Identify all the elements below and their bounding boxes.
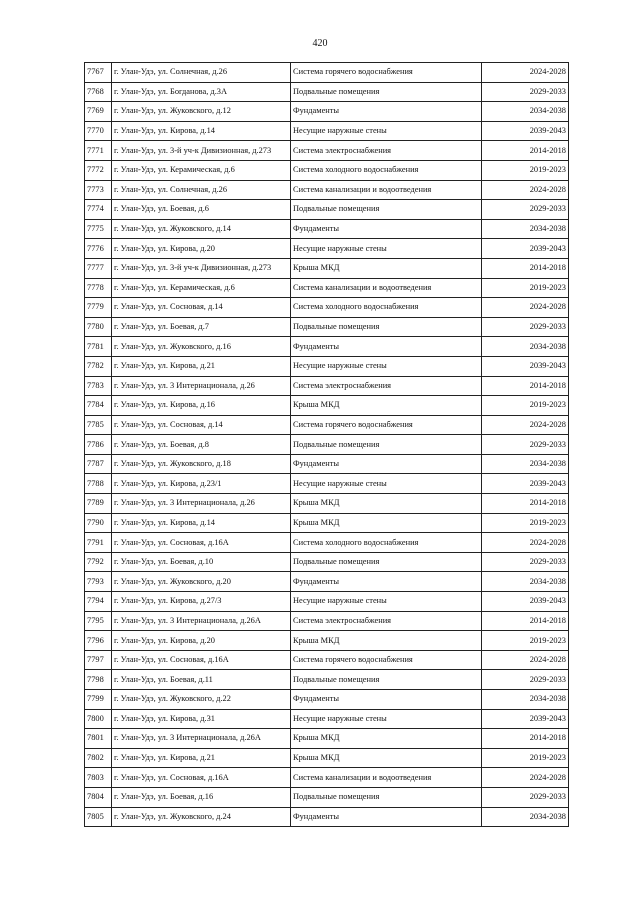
cell-repair-period: 2024-2028 <box>482 63 569 83</box>
table-row <box>85 337 569 357</box>
cell-repair-period: 2039-2043 <box>482 709 569 729</box>
cell-record-number: 7796 <box>85 631 112 651</box>
cell-address: г. Улан-Удэ, ул. Сосновая, д.14 <box>112 298 291 318</box>
cell-record-number: 7792 <box>85 552 112 572</box>
cell-building-system: Система канализации и водоотведения <box>291 180 482 200</box>
table-row <box>85 807 569 827</box>
cell-building-system: Система холодного водоснабжения <box>291 298 482 318</box>
cell-address: г. Улан-Удэ, ул. Кирова, д.14 <box>112 121 291 141</box>
table-body <box>85 63 569 827</box>
cell-record-number: 7798 <box>85 670 112 690</box>
table-row <box>85 278 569 298</box>
table-row <box>85 631 569 651</box>
cell-record-number: 7776 <box>85 239 112 259</box>
cell-repair-period: 2019-2023 <box>482 631 569 651</box>
cell-repair-period: 2014-2018 <box>482 611 569 631</box>
cell-address: г. Улан-Удэ, ул. Кирова, д.20 <box>112 631 291 651</box>
cell-building-system: Несущие наружные стены <box>291 592 482 612</box>
table-row <box>85 670 569 690</box>
cell-repair-period: 2034-2038 <box>482 690 569 710</box>
cell-building-system: Крыша МКД <box>291 396 482 416</box>
cell-record-number: 7803 <box>85 768 112 788</box>
table-row <box>85 748 569 768</box>
cell-building-system: Фундаменты <box>291 219 482 239</box>
cell-record-number: 7794 <box>85 592 112 612</box>
cell-address: г. Улан-Удэ, ул. Кирова, д.20 <box>112 239 291 259</box>
table-row <box>85 787 569 807</box>
cell-record-number: 7801 <box>85 729 112 749</box>
cell-repair-period: 2014-2018 <box>482 141 569 161</box>
cell-address: г. Улан-Удэ, ул. Сосновая, д.16А <box>112 650 291 670</box>
cell-building-system: Система горячего водоснабжения <box>291 650 482 670</box>
cell-address: г. Улан-Удэ, ул. Сосновая, д.16А <box>112 768 291 788</box>
table-row <box>85 533 569 553</box>
cell-address: г. Улан-Удэ, ул. 3 Интернационала, д.26 <box>112 376 291 396</box>
cell-building-system: Система канализации и водоотведения <box>291 278 482 298</box>
cell-record-number: 7804 <box>85 787 112 807</box>
cell-address: г. Улан-Удэ, ул. Кирова, д.23/1 <box>112 474 291 494</box>
cell-address: г. Улан-Удэ, ул. Боевая, д.8 <box>112 435 291 455</box>
cell-building-system: Фундаменты <box>291 690 482 710</box>
table-row <box>85 82 569 102</box>
cell-address: г. Улан-Удэ, ул. Керамическая, д.6 <box>112 278 291 298</box>
cell-address: г. Улан-Удэ, ул. Сосновая, д.16А <box>112 533 291 553</box>
cell-building-system: Фундаменты <box>291 572 482 592</box>
cell-building-system: Система горячего водоснабжения <box>291 63 482 83</box>
table-row <box>85 709 569 729</box>
cell-building-system: Крыша МКД <box>291 631 482 651</box>
table-row <box>85 160 569 180</box>
cell-address: г. Улан-Удэ, ул. Солнечная, д.26 <box>112 180 291 200</box>
cell-building-system: Подвальные помещения <box>291 787 482 807</box>
cell-building-system: Система канализации и водоотведения <box>291 768 482 788</box>
table-row <box>85 572 569 592</box>
cell-address: г. Улан-Удэ, ул. 3-й уч-к Дивизионная, д.273 <box>112 258 291 278</box>
cell-address: г. Улан-Удэ, ул. Кирова, д.27/3 <box>112 592 291 612</box>
table-row <box>85 513 569 533</box>
cell-record-number: 7782 <box>85 356 112 376</box>
cell-address: г. Улан-Удэ, ул. Кирова, д.21 <box>112 356 291 376</box>
cell-record-number: 7791 <box>85 533 112 553</box>
cell-building-system: Фундаменты <box>291 807 482 827</box>
table-row <box>85 180 569 200</box>
cell-building-system: Фундаменты <box>291 102 482 122</box>
cell-address: г. Улан-Удэ, ул. Жуковского, д.24 <box>112 807 291 827</box>
table-row <box>85 200 569 220</box>
cell-record-number: 7788 <box>85 474 112 494</box>
cell-record-number: 7793 <box>85 572 112 592</box>
cell-repair-period: 2024-2028 <box>482 768 569 788</box>
cell-record-number: 7786 <box>85 435 112 455</box>
page-number: 420 <box>312 38 328 49</box>
table-row <box>85 690 569 710</box>
cell-record-number: 7775 <box>85 219 112 239</box>
cell-address: г. Улан-Удэ, ул. Солнечная, д.26 <box>112 63 291 83</box>
cell-building-system: Подвальные помещения <box>291 317 482 337</box>
cell-building-system: Фундаменты <box>291 454 482 474</box>
cell-building-system: Несущие наружные стены <box>291 239 482 259</box>
cell-record-number: 7805 <box>85 807 112 827</box>
cell-record-number: 7774 <box>85 200 112 220</box>
table-row <box>85 415 569 435</box>
cell-repair-period: 2014-2018 <box>482 494 569 514</box>
table-row <box>85 474 569 494</box>
cell-record-number: 7800 <box>85 709 112 729</box>
cell-building-system: Система электроснабжения <box>291 141 482 161</box>
cell-address: г. Улан-Удэ, ул. 3 Интернационала, д.26А <box>112 729 291 749</box>
cell-address: г. Улан-Удэ, ул. 3-й уч-к Дивизионная, д.273 <box>112 141 291 161</box>
cell-record-number: 7768 <box>85 82 112 102</box>
cell-address: г. Улан-Удэ, ул. Жуковского, д.16 <box>112 337 291 357</box>
table-row <box>85 729 569 749</box>
cell-record-number: 7767 <box>85 63 112 83</box>
cell-address: г. Улан-Удэ, ул. Богданова, д.3А <box>112 82 291 102</box>
cell-address: г. Улан-Удэ, ул. Боевая, д.7 <box>112 317 291 337</box>
cell-repair-period: 2014-2018 <box>482 258 569 278</box>
cell-building-system: Подвальные помещения <box>291 435 482 455</box>
cell-record-number: 7770 <box>85 121 112 141</box>
cell-repair-period: 2034-2038 <box>482 337 569 357</box>
cell-record-number: 7773 <box>85 180 112 200</box>
cell-repair-period: 2034-2038 <box>482 454 569 474</box>
cell-repair-period: 2039-2043 <box>482 474 569 494</box>
cell-record-number: 7790 <box>85 513 112 533</box>
cell-repair-period: 2039-2043 <box>482 121 569 141</box>
cell-repair-period: 2039-2043 <box>482 592 569 612</box>
cell-address: г. Улан-Удэ, ул. Кирова, д.14 <box>112 513 291 533</box>
cell-record-number: 7797 <box>85 650 112 670</box>
cell-building-system: Фундаменты <box>291 337 482 357</box>
cell-building-system: Крыша МКД <box>291 258 482 278</box>
cell-building-system: Система горячего водоснабжения <box>291 415 482 435</box>
cell-address: г. Улан-Удэ, ул. Боевая, д.10 <box>112 552 291 572</box>
table-row <box>85 494 569 514</box>
table-row <box>85 650 569 670</box>
cell-building-system: Подвальные помещения <box>291 670 482 690</box>
cell-building-system: Несущие наружные стены <box>291 356 482 376</box>
cell-address: г. Улан-Удэ, ул. Кирова, д.21 <box>112 748 291 768</box>
cell-address: г. Улан-Удэ, ул. 3 Интернационала, д.26А <box>112 611 291 631</box>
cell-repair-period: 2034-2038 <box>482 807 569 827</box>
cell-repair-period: 2029-2033 <box>482 200 569 220</box>
cell-building-system: Система холодного водоснабжения <box>291 160 482 180</box>
cell-address: г. Улан-Удэ, ул. Кирова, д.16 <box>112 396 291 416</box>
cell-building-system: Подвальные помещения <box>291 200 482 220</box>
cell-record-number: 7795 <box>85 611 112 631</box>
cell-address: г. Улан-Удэ, ул. 3 Интернационала, д.26 <box>112 494 291 514</box>
table-row <box>85 258 569 278</box>
cell-building-system: Несущие наружные стены <box>291 474 482 494</box>
table-row <box>85 396 569 416</box>
cell-repair-period: 2029-2033 <box>482 317 569 337</box>
table-row <box>85 239 569 259</box>
cell-address: г. Улан-Удэ, ул. Жуковского, д.18 <box>112 454 291 474</box>
cell-record-number: 7771 <box>85 141 112 161</box>
table-row <box>85 552 569 572</box>
cell-record-number: 7781 <box>85 337 112 357</box>
cell-record-number: 7789 <box>85 494 112 514</box>
cell-building-system: Подвальные помещения <box>291 552 482 572</box>
cell-building-system: Система холодного водоснабжения <box>291 533 482 553</box>
cell-record-number: 7783 <box>85 376 112 396</box>
cell-building-system: Крыша МКД <box>291 513 482 533</box>
cell-record-number: 7784 <box>85 396 112 416</box>
cell-repair-period: 2034-2038 <box>482 219 569 239</box>
cell-address: г. Улан-Удэ, ул. Кирова, д.31 <box>112 709 291 729</box>
cell-repair-period: 2024-2028 <box>482 415 569 435</box>
cell-repair-period: 2029-2033 <box>482 787 569 807</box>
cell-record-number: 7787 <box>85 454 112 474</box>
cell-repair-period: 2014-2018 <box>482 376 569 396</box>
table-row <box>85 141 569 161</box>
cell-building-system: Несущие наружные стены <box>291 121 482 141</box>
table-row <box>85 768 569 788</box>
cell-record-number: 7769 <box>85 102 112 122</box>
cell-record-number: 7802 <box>85 748 112 768</box>
cell-repair-period: 2019-2023 <box>482 160 569 180</box>
table-row <box>85 435 569 455</box>
cell-record-number: 7772 <box>85 160 112 180</box>
cell-record-number: 7780 <box>85 317 112 337</box>
cell-building-system: Крыша МКД <box>291 729 482 749</box>
cell-repair-period: 2039-2043 <box>482 239 569 259</box>
cell-building-system: Несущие наружные стены <box>291 709 482 729</box>
cell-repair-period: 2019-2023 <box>482 278 569 298</box>
cell-address: г. Улан-Удэ, ул. Боевая, д.16 <box>112 787 291 807</box>
cell-repair-period: 2024-2028 <box>482 533 569 553</box>
cell-address: г. Улан-Удэ, ул. Жуковского, д.14 <box>112 219 291 239</box>
table-row <box>85 454 569 474</box>
cell-repair-period: 2024-2028 <box>482 650 569 670</box>
cell-repair-period: 2014-2018 <box>482 729 569 749</box>
cell-record-number: 7779 <box>85 298 112 318</box>
cell-building-system: Система электроснабжения <box>291 611 482 631</box>
table-row <box>85 121 569 141</box>
cell-record-number: 7777 <box>85 258 112 278</box>
table-row <box>85 592 569 612</box>
table-row <box>85 317 569 337</box>
cell-repair-period: 2029-2033 <box>482 670 569 690</box>
table-row <box>85 102 569 122</box>
cell-building-system: Крыша МКД <box>291 748 482 768</box>
repair-schedule-table <box>84 62 569 827</box>
table-row <box>85 376 569 396</box>
cell-building-system: Крыша МКД <box>291 494 482 514</box>
table-row <box>85 63 569 83</box>
cell-repair-period: 2034-2038 <box>482 102 569 122</box>
cell-repair-period: 2034-2038 <box>482 572 569 592</box>
cell-repair-period: 2019-2023 <box>482 513 569 533</box>
cell-record-number: 7785 <box>85 415 112 435</box>
cell-repair-period: 2024-2028 <box>482 180 569 200</box>
cell-repair-period: 2029-2033 <box>482 435 569 455</box>
cell-address: г. Улан-Удэ, ул. Боевая, д.6 <box>112 200 291 220</box>
table-row <box>85 356 569 376</box>
cell-address: г. Улан-Удэ, ул. Жуковского, д.22 <box>112 690 291 710</box>
cell-building-system: Подвальные помещения <box>291 82 482 102</box>
table-row <box>85 611 569 631</box>
cell-building-system: Система электроснабжения <box>291 376 482 396</box>
cell-repair-period: 2029-2033 <box>482 82 569 102</box>
cell-record-number: 7799 <box>85 690 112 710</box>
cell-address: г. Улан-Удэ, ул. Жуковского, д.12 <box>112 102 291 122</box>
cell-address: г. Улан-Удэ, ул. Жуковского, д.20 <box>112 572 291 592</box>
cell-repair-period: 2024-2028 <box>482 298 569 318</box>
cell-repair-period: 2039-2043 <box>482 356 569 376</box>
cell-address: г. Улан-Удэ, ул. Сосновая, д.14 <box>112 415 291 435</box>
cell-repair-period: 2019-2023 <box>482 748 569 768</box>
cell-address: г. Улан-Удэ, ул. Керамическая, д.6 <box>112 160 291 180</box>
table-row <box>85 219 569 239</box>
table-row <box>85 298 569 318</box>
cell-address: г. Улан-Удэ, ул. Боевая, д.11 <box>112 670 291 690</box>
cell-record-number: 7778 <box>85 278 112 298</box>
cell-repair-period: 2029-2033 <box>482 552 569 572</box>
cell-repair-period: 2019-2023 <box>482 396 569 416</box>
